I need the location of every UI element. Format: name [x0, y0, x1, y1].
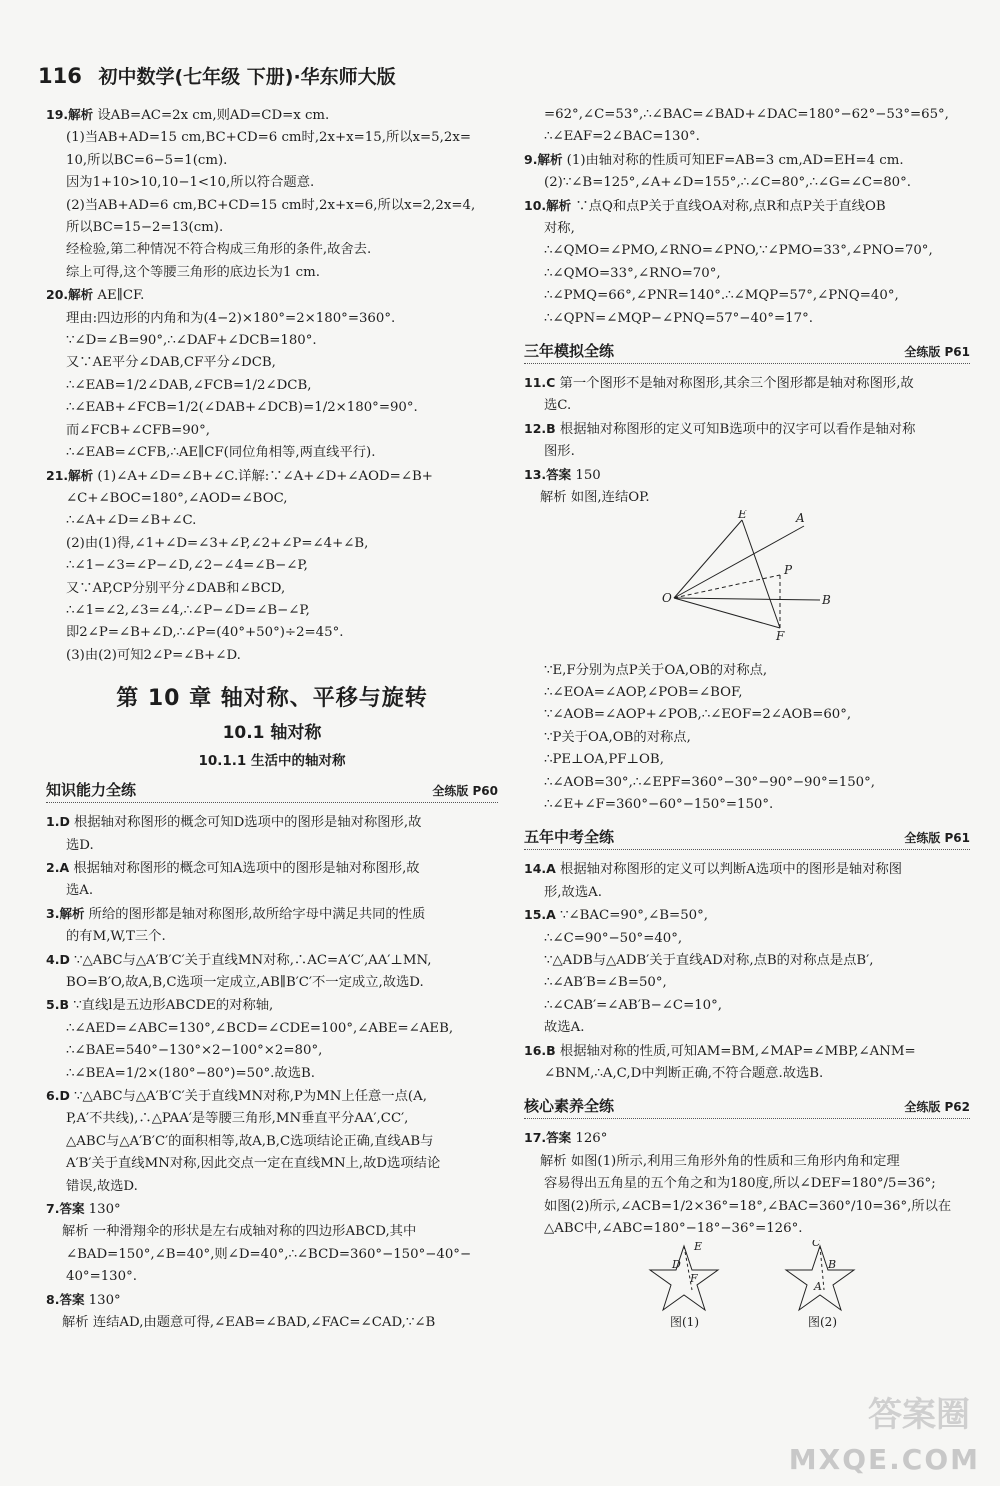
- text-line: [46, 172, 498, 194]
- item-text: 对称,: [544, 221, 575, 237]
- point-O: O: [662, 590, 672, 605]
- item-text: 解析 连结AD,由题意可得,∠EAB=∠BAD,∠FAC=∠CAD,∵∠B: [62, 1315, 436, 1331]
- angle-diagram: [524, 510, 970, 660]
- item-number: 3.解析: [46, 905, 85, 921]
- text-line: [46, 578, 498, 600]
- text-line: [524, 660, 970, 682]
- text-line: [524, 308, 970, 330]
- text-line: [524, 972, 970, 994]
- text-line: [524, 263, 970, 285]
- point-E: E: [738, 509, 747, 521]
- section-header-ref: 全练版 P62: [904, 1100, 970, 1115]
- star2-C: C: [812, 1240, 821, 1250]
- item-text: △ABC中,∠ABC=180°−18°−36°=126°.: [544, 1221, 803, 1237]
- item-text: 所给的图形都是轴对称图形,故所给字母中满足共同的性质: [84, 906, 426, 922]
- item-text: 形,故选A.: [544, 884, 602, 900]
- item-text: ∠BNM,∴A,C,D中判断正确,不符合题意.故选B.: [544, 1066, 824, 1081]
- text-line: [46, 150, 498, 172]
- section-title: 10.1 轴对称: [222, 723, 322, 744]
- text-line: [46, 308, 498, 330]
- item-text: ∠C+∠BOC=180°,∠AOD=∠BOC,: [66, 490, 288, 506]
- item-text: 40°=130°.: [66, 1269, 137, 1285]
- text-line: [46, 510, 498, 532]
- text-line: [46, 555, 498, 577]
- item-text: 即2∠P=∠B+∠D,∴∠P=(40°+50°)÷2=45°.: [66, 625, 344, 641]
- item-number: 15.A: [524, 907, 556, 923]
- text-line: [524, 858, 970, 881]
- item-number: 19.解析: [46, 107, 94, 122]
- text-line: [524, 172, 970, 194]
- text-line: [524, 240, 970, 262]
- item-text: ∴∠QMO=33°,∠RNO=70°,: [544, 265, 721, 281]
- text-line: [46, 1153, 498, 1175]
- text-line: [524, 995, 970, 1017]
- star2-A: A: [814, 1280, 822, 1294]
- item-text: 150: [571, 467, 601, 483]
- text-line: [524, 1218, 970, 1240]
- section-header-core: [524, 1095, 970, 1119]
- item-text: ∴∠1−∠3=∠P−∠D,∠2−∠4=∠B−∠P,: [66, 558, 308, 574]
- item-text: 而∠FCB+∠CFB=90°,: [66, 422, 210, 438]
- item-text: △ABC与△A′B′C′的面积相等,故A,B,C选项结论正确,直线AB与: [66, 1133, 434, 1149]
- right-column: [524, 104, 970, 1330]
- text-line: [524, 882, 970, 904]
- item-text: ∴∠C=90°−50°=40°,: [544, 930, 683, 946]
- item-text: ∴∠EAB=1/2∠DAB,∠FCB=1/2∠DCB,: [66, 377, 312, 393]
- left-column: [46, 104, 498, 1335]
- item-text: 又∵AP,CP分别平分∠DAB和∠BCD,: [66, 580, 286, 596]
- item-text: 根据轴对称图形的定义可以判断A选项中的图形是轴对称图: [555, 862, 903, 878]
- star1-E: E: [694, 1240, 703, 1254]
- item-number: 7.答案: [46, 1201, 85, 1217]
- item-text: ∴∠EAB+∠FCB=1/2(∠DAB+∠DCB)=1/2×180°=90°.: [66, 400, 418, 416]
- text-line: [524, 704, 970, 726]
- figure-13: [524, 510, 970, 660]
- item-text: 解析 一种滑翔伞的形状是左右成轴对称的四边形ABCD,其中: [62, 1224, 417, 1240]
- figure-1-caption: 图(1): [670, 1315, 699, 1330]
- answer-17: [524, 1127, 970, 1240]
- text-line: [46, 1244, 498, 1266]
- item-text: ∵∠BAC=90°,∠B=50°,: [555, 908, 708, 924]
- item-text: 的有M,W,T三个.: [66, 929, 166, 945]
- subsection-title: 10.1.1 生活中的轴对称: [198, 753, 346, 770]
- item-text: 如图(2)所示,∠ACB=1/2×36°=18°,∠BAC=360°/10=36°,所以在: [544, 1198, 952, 1214]
- item-text: (3)由(2)可知2∠P=∠B+∠D.: [66, 647, 241, 663]
- star1-F: F: [690, 1272, 698, 1286]
- text-line: [46, 442, 498, 464]
- text-line: [524, 1017, 970, 1039]
- book-title: 初中数学(七年级 下册)·华东师大版: [98, 66, 396, 88]
- text-line: [46, 533, 498, 555]
- item-text: ∴∠PMQ=66°,∠PNR=140°.∴∠MQP=57°,∠PNQ=40°,: [544, 288, 899, 304]
- item-text: ∴∠BAE=540°−130°×2−100°×2=80°,: [66, 1043, 323, 1059]
- text-line: [46, 903, 498, 926]
- text-line: [524, 285, 970, 307]
- text-line: [46, 465, 498, 488]
- item-text: ∴∠EAF=2∠BAC=130°.: [544, 129, 700, 145]
- text-line: [46, 284, 498, 307]
- watermark-logo: 答案圈: [868, 1395, 970, 1435]
- text-line: [46, 1198, 498, 1221]
- item-text: 根据轴对称图形的定义可知B选项中的汉字可以看作是轴对称: [555, 421, 916, 437]
- item-number: 16.B: [524, 1042, 556, 1058]
- text-line: [524, 1151, 970, 1173]
- chapter-title: 第 10 章 轴对称、平移与旋转: [116, 686, 428, 712]
- item-number: 5.B: [46, 997, 69, 1013]
- text-line: [46, 622, 498, 644]
- text-line: [524, 1040, 970, 1063]
- item-text: ∴∠QMO=∠PMO,∠RNO=∠PNO,∵∠PMO=33°,∠PNO=70°,: [544, 243, 933, 259]
- text-line: [524, 727, 970, 749]
- item-text: 选C.: [544, 398, 572, 414]
- item-text: 第一个图形不是轴对称图形,其余三个图形都是轴对称图形,故: [555, 376, 914, 392]
- answers-11-13: [524, 372, 970, 509]
- text-line: [524, 218, 970, 240]
- text-line: [46, 397, 498, 419]
- text-line: [524, 682, 970, 704]
- item-text: 130°: [84, 1292, 121, 1308]
- item-text: 根据轴对称的性质,可知AM=BM,∠MAP=∠MBP,∠ANM=: [555, 1043, 916, 1059]
- section-header-three-year: [524, 340, 970, 364]
- text-line: [46, 127, 498, 149]
- item-text: ∵△ABC与△A′B′C′关于直线MN对称,P为MN上任意一点(A,: [69, 1089, 427, 1105]
- section-header-title: 五年中考全练: [524, 828, 615, 847]
- item-text: 10,所以BC=6−5=1(cm).: [66, 152, 228, 168]
- text-line: [46, 1131, 498, 1153]
- item-text: A′B′关于直线MN对称,因此交点一定在直线MN上,故D选项结论: [66, 1156, 441, 1172]
- item-text: ∴∠CAB′=∠AB′B−∠C=10°,: [544, 997, 723, 1013]
- text-line: [46, 330, 498, 352]
- section-header-ref: 全练版 P61: [904, 831, 970, 846]
- item-text: ∴∠QPN=∠MQP−∠PNQ=57°−40°=17°.: [544, 310, 813, 326]
- item-number: 2.A: [46, 859, 70, 875]
- text-line: [524, 1127, 970, 1150]
- answer-13-steps: [524, 660, 970, 817]
- item-text: ∴∠AED=∠ABC=130°,∠BCD=∠CDE=100°,∠ABE=∠AEB,: [66, 1020, 454, 1036]
- text-line: [46, 488, 498, 510]
- item-number: 4.D: [46, 951, 70, 967]
- text-line: [524, 418, 970, 441]
- item-text: ∴∠A+∠D=∠B+∠C.: [66, 513, 197, 529]
- item-text: ∴PE⊥OA,PF⊥OB,: [544, 752, 664, 768]
- text-line: [524, 749, 970, 771]
- text-line: [46, 1176, 498, 1198]
- item-text: ∠BAD=150°,∠B=40°,则∠D=40°,∴∠BCD=360°−150°−40°−: [66, 1246, 472, 1262]
- item-text: (2)由(1)得,∠1+∠D=∠3+∠P,∠2+∠P=∠4+∠B,: [66, 535, 369, 551]
- text-line: [46, 104, 498, 127]
- point-P: P: [784, 562, 793, 577]
- page-header: [38, 62, 396, 89]
- text-line: [46, 1221, 498, 1243]
- text-line: [524, 126, 970, 148]
- text-line: [46, 1312, 498, 1334]
- section-header-title: 核心素养全练: [524, 1097, 615, 1116]
- item-number: 8.答案: [46, 1291, 85, 1307]
- section-header-title: 三年模拟全练: [524, 342, 615, 361]
- answers-1-8: [46, 811, 498, 1334]
- text-line: [46, 857, 498, 880]
- text-line: [46, 1289, 498, 1312]
- item-text: P,A′不共线),∴△PAA′是等腰三角形,MN垂直平分AA′,CC′,: [66, 1111, 409, 1127]
- item-text: ∵△ABC与△A′B′C′关于直线MN对称,∴AC=A′C′,AA′⊥MN,: [69, 952, 432, 968]
- item-text: 综上可得,这个等腰三角形的底边长为1 cm.: [66, 264, 320, 280]
- item-number: 13.答案: [524, 466, 572, 482]
- section-header-five-year: [524, 826, 970, 850]
- item-text: 根据轴对称图形的概念可知D选项中的图形是轴对称图形,故: [69, 815, 422, 831]
- item-text: ∵点Q和点P关于直线OA对称,点R和点P关于直线OB: [571, 198, 886, 214]
- item-number: 1.D: [46, 814, 70, 830]
- item-text: 又∵AE平分∠DAB,CF平分∠DCB,: [66, 355, 276, 371]
- answers-8-10: [524, 104, 970, 330]
- text-line: [46, 972, 498, 994]
- text-line: [524, 772, 970, 794]
- point-F: F: [776, 628, 785, 643]
- text-line: [524, 372, 970, 395]
- item-text: 选A.: [66, 883, 94, 899]
- text-line: [46, 375, 498, 397]
- item-number: 9.解析: [524, 151, 563, 167]
- star-diagrams: [524, 1240, 970, 1330]
- text-line: [46, 926, 498, 948]
- text-line: [46, 1085, 498, 1108]
- item-text: ∴∠BEA=1/2×(180°−80°)=50°.故选B.: [66, 1065, 316, 1081]
- text-line: [524, 149, 970, 172]
- text-line: [46, 1063, 498, 1085]
- item-text: ∵直线l是五边形ABCDE的对称轴,: [68, 998, 274, 1014]
- answers-19-21: [46, 104, 498, 667]
- item-text: ∵E,F分别为点P关于OA,OB的对称点,: [544, 662, 768, 678]
- item-text: ∴∠E+∠F=360°−60°−150°=150°.: [544, 796, 774, 812]
- item-text: ∵∠AOB=∠AOP+∠POB,∴∠EOF=2∠AOB=60°,: [544, 707, 852, 723]
- text-line: [46, 949, 498, 972]
- text-line: [46, 880, 498, 902]
- item-text: 设AB=AC=2x cm,则AD=CD=x cm.: [93, 108, 330, 123]
- text-line: [46, 1108, 498, 1130]
- item-text: AE∥CF.: [93, 288, 145, 304]
- text-line: [46, 811, 498, 834]
- text-line: [46, 600, 498, 622]
- text-line: [524, 104, 970, 126]
- text-line: [524, 441, 970, 463]
- section-header-ref: 全练版 P60: [432, 784, 498, 799]
- item-text: 容易得出五角星的五个角之和为180度,所以∠DEF=180°/5=36°;: [544, 1176, 936, 1192]
- figure-2-caption: 图(2): [808, 1315, 837, 1330]
- item-text: ∴∠AB′B=∠B=50°,: [544, 975, 667, 991]
- item-text: ∴∠EAB=∠CFB,∴AE∥CF(同位角相等,两直线平行).: [66, 445, 376, 461]
- item-text: BO=B′O,故A,B,C选项一定成立,AB∥B′C′不一定成立,故选D.: [66, 975, 424, 990]
- star2-B: B: [828, 1258, 837, 1272]
- item-number: 11.C: [524, 375, 556, 391]
- text-line: [46, 262, 498, 284]
- item-text: =62°,∠C=53°,∴∠BAC=∠BAD+∠DAC=180°−62°−53°=65°,: [544, 107, 949, 122]
- item-text: 解析 如图,连结OP.: [540, 490, 650, 506]
- text-line: [524, 464, 970, 487]
- text-line: [46, 994, 498, 1017]
- text-line: [524, 395, 970, 417]
- point-A: A: [796, 510, 805, 525]
- item-number: 17.答案: [524, 1130, 572, 1146]
- item-text: (2)当AB+AD=6 cm,BC+CD=15 cm时,2x+x=6,所以x=2,2x=4,: [66, 197, 476, 213]
- text-line: [46, 1018, 498, 1040]
- text-line: [524, 794, 970, 816]
- section-header-ref: 全练版 P61: [904, 345, 970, 360]
- item-number: 20.解析: [46, 287, 94, 303]
- text-line: [46, 1040, 498, 1062]
- item-text: ∵∠D=∠B=90°,∴∠DAF+∠DCB=180°.: [66, 333, 317, 349]
- item-text: 经检验,第二种情况不符合构成三角形的条件,故舍去.: [66, 242, 372, 258]
- item-text: 130°: [84, 1202, 121, 1218]
- item-text: 根据轴对称图形的概念可知A选项中的图形是轴对称图形,故: [69, 860, 420, 876]
- item-text: 错误,故选D.: [66, 1178, 138, 1194]
- item-number: 10.解析: [524, 197, 572, 213]
- item-text: (1)∠A+∠D=∠B+∠C.详解:∵∠A+∠D+∠AOD=∠B+: [93, 468, 433, 484]
- item-text: 所以BC=15−2=13(cm).: [66, 220, 224, 236]
- section-header-title: 知识能力全练: [46, 781, 137, 800]
- item-text: (2)∵∠B=125°,∠A+∠D=155°,∴∠C=80°,∴∠G=∠C=80°.: [544, 175, 912, 191]
- item-text: 解析 如图(1)所示,利用三角形外角的性质和三角形内角和定理: [540, 1153, 900, 1169]
- text-line: [46, 352, 498, 374]
- text-line: [46, 645, 498, 667]
- item-text: 126°: [571, 1131, 608, 1147]
- text-line: [524, 904, 970, 927]
- text-line: [524, 1196, 970, 1218]
- item-number: 21.解析: [46, 467, 94, 483]
- item-text: ∴∠EOA=∠AOP,∠POB=∠BOF,: [544, 684, 743, 700]
- item-text: ∴∠AOB=30°,∴∠EPF=360°−30°−90°−90°=150°,: [544, 774, 875, 790]
- text-line: [46, 239, 498, 261]
- text-line: [46, 217, 498, 239]
- item-text: 选D.: [66, 837, 94, 853]
- item-number: 12.B: [524, 420, 556, 436]
- item-text: 理由:四边形的内角和为(4−2)×180°=2×180°=360°.: [66, 310, 396, 326]
- item-text: 故选A.: [544, 1020, 585, 1036]
- item-text: ∵P关于OA,OB的对称点,: [544, 729, 691, 745]
- text-line: [524, 1173, 970, 1195]
- text-line: [524, 487, 970, 509]
- item-text: (1)当AB+AD=15 cm,BC+CD=6 cm时,2x+x=15,所以x=5,2x=: [66, 130, 471, 146]
- star-figures: [524, 1240, 970, 1330]
- item-text: 图形.: [544, 444, 575, 460]
- item-text: 因为1+10>10,10−1<10,所以符合题意.: [66, 175, 315, 191]
- item-text: ∵△ADB与△ADB′关于直线AD对称,点B的对称点是点B′,: [544, 952, 874, 968]
- watermark-url: MXQE.COM: [788, 1443, 980, 1476]
- text-line: [46, 420, 498, 442]
- point-B: B: [822, 592, 831, 607]
- page-number: 116: [38, 64, 82, 88]
- item-text: (1)由轴对称的性质可知EF=AB=3 cm,AD=EH=4 cm.: [562, 152, 904, 168]
- star1-D: D: [672, 1258, 681, 1272]
- item-text: ∴∠1=∠2,∠3=∠4,∴∠P−∠D=∠B−∠P,: [66, 602, 310, 618]
- answers-14-16: [524, 858, 970, 1085]
- text-line: [524, 950, 970, 972]
- text-line: [46, 195, 498, 217]
- text-line: [524, 1063, 970, 1085]
- text-line: [46, 1266, 498, 1288]
- text-line: [524, 928, 970, 950]
- section-header-knowledge: [46, 779, 498, 803]
- text-line: [46, 835, 498, 857]
- text-line: [524, 195, 970, 218]
- item-number: 14.A: [524, 861, 556, 877]
- item-number: 6.D: [46, 1088, 70, 1104]
